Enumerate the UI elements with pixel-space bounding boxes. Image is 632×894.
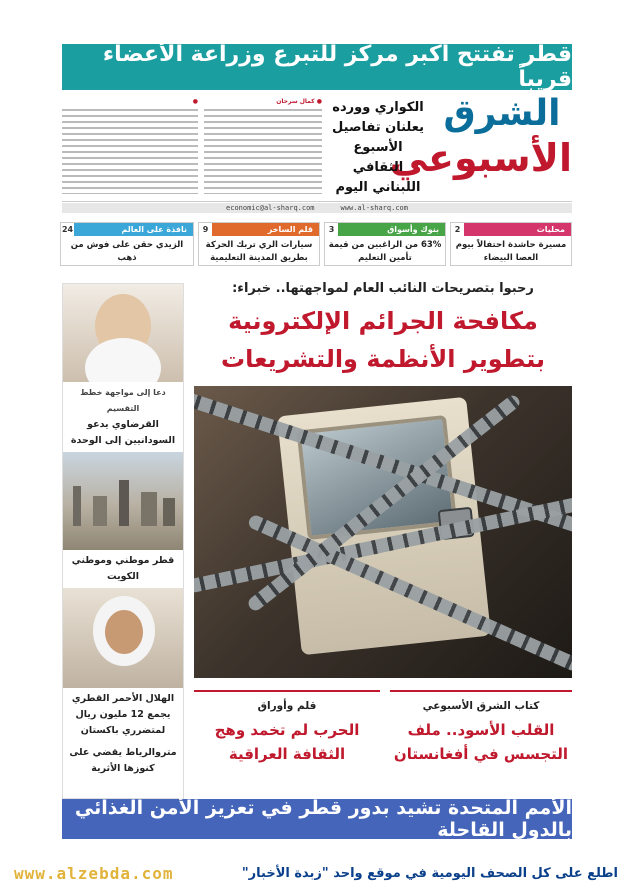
footer-site-link[interactable]: www.alzebda.com (14, 863, 174, 883)
section-local[interactable] (450, 222, 572, 266)
lead-teaser-headline: الكواري وورده يعلنان تفاصيل الأسبوع الثقافي اللبناني اليوم (332, 100, 424, 195)
newspaper-logo[interactable] (389, 92, 572, 202)
sidebar-story-1-kicker: دعا إلى مواجهة خطط التقسيم (80, 388, 166, 413)
lead-teaser[interactable] (330, 98, 426, 198)
sidebar-story-3[interactable] (63, 688, 183, 742)
email-link[interactable]: economic@al-sharq.com (226, 204, 315, 212)
top-banner-text: قطر تفتتح أكبر مركز للتبرع وزراعة الأعضاء قريباً (102, 42, 572, 92)
sidebar-story-4-title: متروالرياط يقضي على كنوزها الأثرية (69, 747, 177, 774)
article-column-a-author: ● كمال سرحان (276, 98, 322, 105)
section-local-teaser: مسيرة حاشدة احتفالاً بيوم العصا البيضاء (455, 240, 567, 263)
portrait-face-image (105, 610, 143, 654)
sidebar (62, 283, 184, 799)
city-skyline-photo[interactable] (63, 452, 183, 550)
sidebar-story-1[interactable] (63, 382, 183, 452)
website-link[interactable]: www.al-sharq.com (340, 204, 408, 212)
section-satire-tab (199, 223, 319, 236)
article-column-b-author: ● (192, 98, 198, 105)
article-column-b (62, 98, 198, 194)
sidebar-story-2-title: قطر موطني وموطني الكويت (71, 555, 175, 582)
qaradawi-photo[interactable] (63, 284, 183, 382)
bottom-box-culture-headline: الحرب لم تخمد وهج الثقافة العراقية (214, 721, 360, 763)
section-world-page: 24 (61, 225, 74, 234)
sidebar-story-4[interactable] (63, 742, 183, 780)
section-world-teaser: الزيدي حقن على فوش من ذهب (70, 240, 184, 263)
section-markets-page: 3 (325, 223, 338, 236)
section-local-tab (451, 223, 571, 236)
url-strip (62, 203, 572, 213)
portrait-beard-image (85, 338, 161, 382)
logo-bottom-word: الأسبوعي (389, 136, 572, 180)
section-local-title: محليات (536, 225, 565, 234)
section-markets-tab (325, 223, 445, 236)
main-kicker: رحبوا بتصريحات النائب العام لمواجهتها.. خبراء: (232, 281, 534, 296)
bottom-box-books-headline: القلب الأسود.. ملف التجسس في أفغانستان (393, 721, 569, 763)
section-satire-teaser: سيارات الري تربك الحركة بطريق المدينة التعليمية (205, 240, 313, 263)
section-markets-teaser: 63% من الراغبين من قيمة تأمين التعليم (328, 240, 442, 263)
footer (0, 858, 632, 888)
section-satire-title: قلم الساخر (267, 225, 313, 234)
main-headline-line-1: مكافحة الجرائم الإلكترونية (228, 307, 538, 335)
section-world-tab (61, 223, 193, 236)
section-world-title: نافذة على العالم (121, 225, 187, 234)
main-headline-line-2: بتطوير الأنظمة والتشريعات (220, 345, 545, 373)
section-world[interactable] (60, 222, 194, 266)
bottom-banner-text: الأمم المتحدة تشيد بدور قطر في تعزيز الأمن الغذائي بالدول القاحلة (74, 797, 572, 841)
section-markets[interactable] (324, 222, 446, 266)
section-local-page: 2 (451, 223, 464, 236)
bottom-box-culture-kicker: قلم وأوراق (257, 700, 317, 712)
main-headline[interactable] (194, 302, 572, 378)
footer-ad-text[interactable]: اطلع على كل الصحف اليومية في موقع واحد "زبدة الأخبار" (241, 865, 618, 881)
bottom-box-culture[interactable] (194, 690, 380, 798)
sidebar-story-1-title: القرضاوي يدعو السودانيين إلى الوحدة (70, 419, 176, 446)
sidebar-story-2[interactable] (63, 550, 183, 588)
logo-top-word: الشرق (443, 93, 561, 134)
top-banner[interactable] (62, 44, 572, 90)
article-column-a (204, 98, 322, 194)
section-satire-page: 9 (199, 223, 212, 236)
bottom-box-books-kicker: كتاب الشرق الأسبوعي (422, 700, 540, 712)
section-satire[interactable] (198, 222, 320, 266)
masthead (62, 92, 572, 202)
sidebar-story-3-title: الهلال الأحمر القطري يجمع 12 مليون ريال لمتضرري باكستان (71, 693, 175, 736)
bottom-box-books[interactable] (390, 690, 572, 798)
red-crescent-photo[interactable] (63, 588, 183, 688)
bottom-banner[interactable] (62, 799, 572, 839)
section-markets-title: بنوك وأسواق (387, 225, 439, 234)
main-photo-chained-computer[interactable] (194, 386, 572, 678)
